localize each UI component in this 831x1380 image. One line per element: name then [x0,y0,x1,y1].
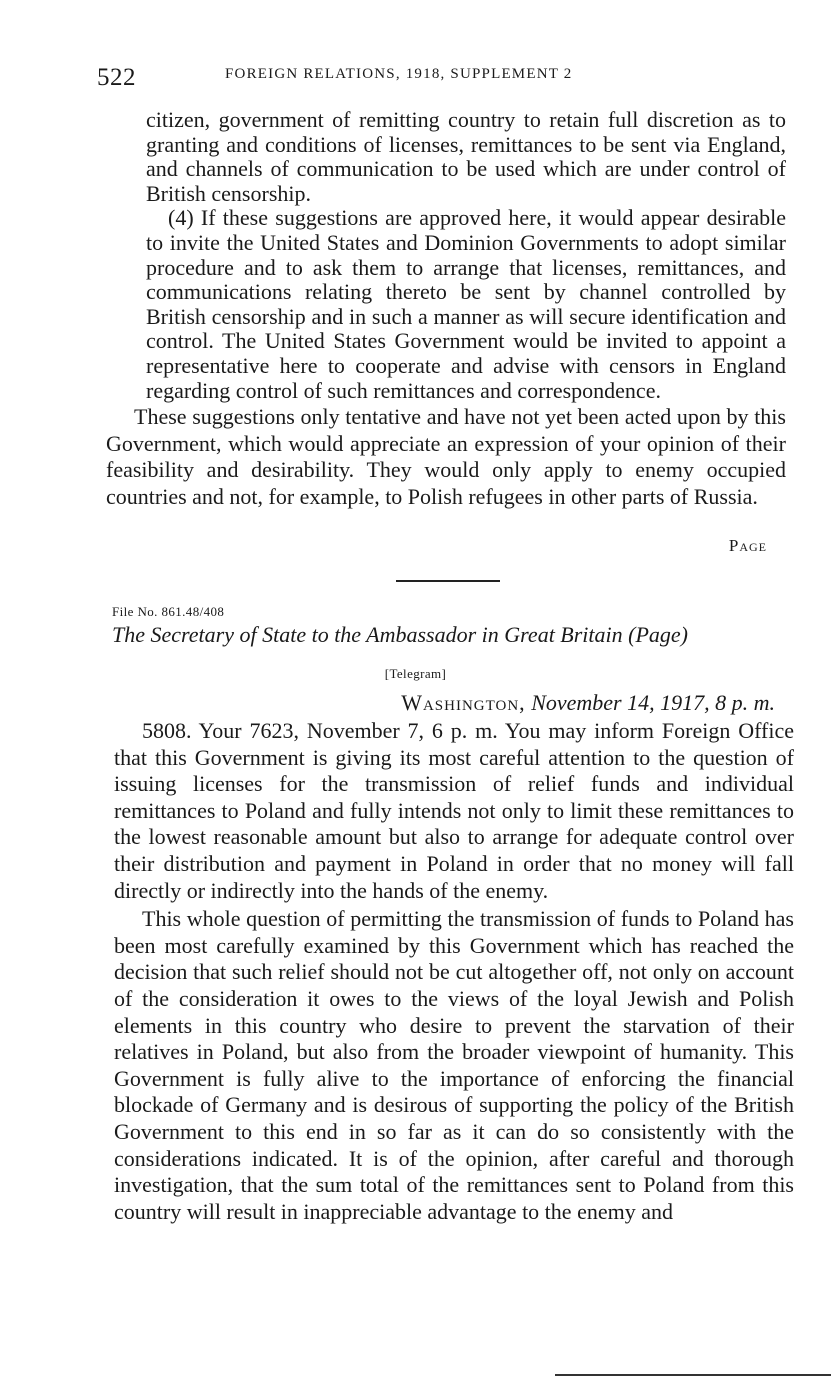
scan-edge-line [555,1374,831,1376]
document-type: [Telegram] [384,666,447,681]
section-divider [396,580,500,582]
telegram-body [114,718,794,1225]
page-number: 522 [97,64,136,91]
running-head: FOREIGN RELATIONS, 1918, SUPPLEMENT 2 [225,66,573,82]
quoted-paragraph: (4) If these suggestions are approved here, it would appear desirable to invite the United States and Dominion Governments to adopt similar procedure and to ask them to arrange that licenses, remittances, and communications relating thereto be sent by channel controlled by British censorship and in such a manner as will secure identification and control. The United States Government would be invited to appoint a representative here to cooperate and advise with censors in England regarding control of such remittances and correspondence. [146,205,786,403]
closing-paragraph: These suggestions only tentative and have not yet been acted upon by this Government, which would appreciate an expression of your opinion of their feasibility and desirability. They would only apply to enemy occupied countries and not, for example, to Polish refugees in other parts of Russia. [106,404,786,509]
page-header [97,62,737,98]
dateline-place: Washington, [401,690,526,715]
closing-paragraph-block [106,404,786,510]
dateline-date: November 14, 1917, 8 p. m. [531,690,775,715]
file-number: File No. 861.48/408 [112,604,225,619]
quoted-telegram-text [146,108,786,403]
document-title: The Secretary of State to the Ambassador in Great Britain (Page) [112,622,688,647]
quoted-paragraph: citizen, government of remitting country to retain full discretion as to granting and conditions of licenses, remittances to be sent via England, and channels of communication to be used which are under control of British censorship. [146,107,786,206]
telegram-paragraph: 5808. Your 7623, November 7, 6 p. m. You may inform Foreign Office that this Government is giving its most careful attention to the question of issuing licenses for the transmission of relief funds and individual remittances to Poland and fully intends not only to limit these remittances to the lowest reasonable amount but also to arrange for adequate control over their distribution and payment in Poland in order that no money will fall directly or indirectly into the hands of the enemy. [114,718,794,903]
signature: Page [728,536,767,555]
dateline [401,690,775,716]
telegram-paragraph: This whole question of permitting the transmission of funds to Poland has been most carefully examined by this Government which has reached the decision that such relief should not be cut altogether off, not only on account of the consideration it owes to the views of the loyal Jewish and Polish elements in this country who desire to prevent the starvation of their relatives in Poland, but also from the broader viewpoint of humanity. This Government is fully alive to the importance of enforcing the financial blockade of Germany and is desirous of supporting the policy of the British Government to this end in so far as it can do so consistently with the considerations indicated. It is of the opinion, after careful and thorough investigation, that the sum total of the remittances sent to Poland from this country will result in inappreciable advantage to the enemy and [114,906,794,1224]
